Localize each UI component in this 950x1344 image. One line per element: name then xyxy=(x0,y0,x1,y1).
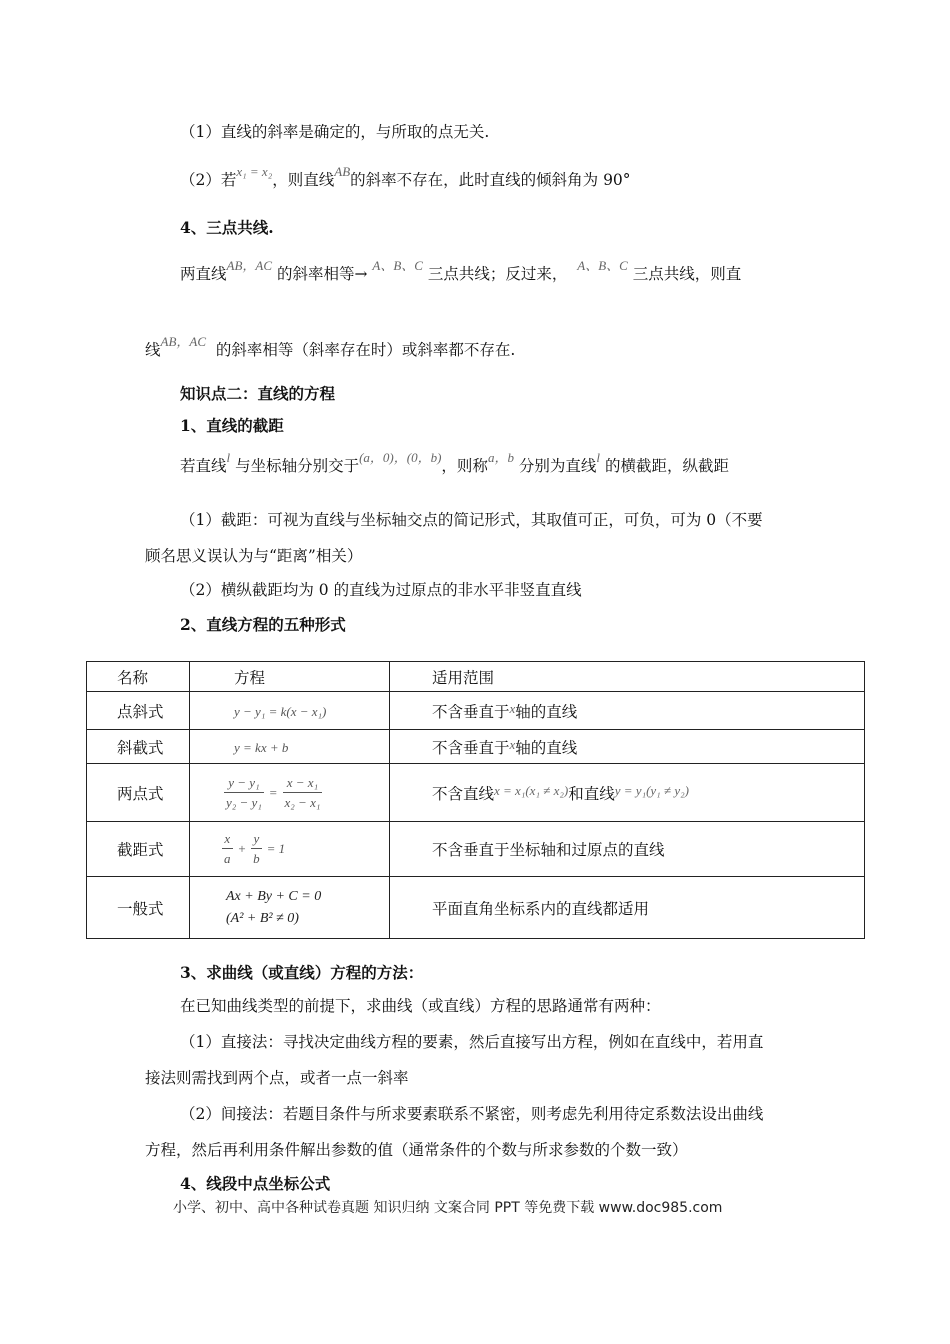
table-row xyxy=(87,877,865,939)
math-y-eq-y1: y = y₁(y₁ ≠ y₂) xyxy=(614,782,689,798)
text: 的斜率相等→ xyxy=(276,265,368,283)
math-l: l xyxy=(596,450,601,465)
math-ab: a，b xyxy=(487,450,514,465)
fraction-x xyxy=(283,775,323,811)
text: 两直线 xyxy=(180,265,227,283)
header-range: 适用范围 xyxy=(390,662,865,692)
text: 不含垂直于 xyxy=(432,702,510,721)
numerator: x − x₁ xyxy=(283,775,323,793)
heading-curve-method: 3、求曲线（或直线）方程的方法： xyxy=(180,963,424,982)
text: 三点共线；反过来， xyxy=(427,265,568,283)
math-points: (a，0)，(0，b) xyxy=(359,450,442,465)
text: 的横截距，纵截距 xyxy=(604,457,729,475)
fraction-y xyxy=(224,775,264,811)
numerator: y xyxy=(251,831,262,849)
equals-one: = 1 xyxy=(266,841,286,856)
row-name: 斜截式 xyxy=(87,730,190,764)
row-name: 一般式 xyxy=(87,877,190,939)
table-row xyxy=(87,822,865,877)
heading-knowledge-two: 知识点二：直线的方程 xyxy=(180,384,336,403)
heading-midpoint: 4、线段中点坐标公式 xyxy=(180,1174,331,1193)
paragraph-slope-fixed: （1）直线的斜率是确定的，与所取的点无关. xyxy=(180,123,490,141)
heading-collinear: 4、三点共线. xyxy=(180,218,274,237)
row-equation xyxy=(190,730,390,764)
math-abc: A、B、C xyxy=(372,258,423,273)
text: 若直线 xyxy=(180,457,227,475)
equation-general: Ax + By + C = 0 xyxy=(226,888,322,904)
math-ab-ac: AB，AC xyxy=(160,334,207,349)
math-x: x xyxy=(509,700,516,716)
paragraph-vertical-line xyxy=(180,164,631,190)
row-name: 截距式 xyxy=(87,822,190,877)
table-row xyxy=(87,764,865,822)
equals-sign: = xyxy=(268,784,278,800)
denominator: x₂ − x₁ xyxy=(284,794,321,810)
math-ab-ac: AB，AC xyxy=(226,258,273,273)
heading-five-forms: 2、直线方程的五种形式 xyxy=(180,615,346,634)
header-equation: 方程 xyxy=(190,662,390,692)
row-range: 不含垂直于坐标轴和过原点的直线 xyxy=(390,822,865,877)
denominator: a xyxy=(224,851,231,866)
text: 线 xyxy=(145,341,161,359)
denominator: y₂ − y₁ xyxy=(226,794,262,810)
row-equation xyxy=(190,692,390,730)
numerator: x xyxy=(222,831,233,849)
fraction-x-a xyxy=(222,831,233,867)
row-range xyxy=(390,764,865,822)
paragraph-intercept-note1: （1）截距：可视为直线与坐标轴交点的简记形式，其取值可正，可负，可为 0（不要 xyxy=(180,511,763,529)
paragraph-method-intro: 在已知曲线类型的前提下，求曲线（或直线）方程的思路通常有两种： xyxy=(180,997,661,1015)
text: 分别为直线 xyxy=(518,457,597,475)
line-equation-table xyxy=(86,661,865,939)
equation-slope-intercept: y = kx + b xyxy=(234,739,289,755)
text: 轴的直线 xyxy=(515,702,578,721)
heading-intercept: 1、直线的截距 xyxy=(180,416,284,435)
table-row xyxy=(87,692,865,730)
text: ，则直线 xyxy=(272,171,335,189)
row-equation xyxy=(190,764,390,822)
paragraph-intercept-note2: （2）横纵截距均为 0 的直线为过原点的非水平非竖直直线 xyxy=(180,581,582,599)
text: 与坐标轴分别交于 xyxy=(235,457,360,475)
row-range xyxy=(390,730,865,764)
table-row xyxy=(87,730,865,764)
text: 的斜率不存在，此时直线的倾斜角为 90° xyxy=(350,171,631,189)
paragraph-intercept-def xyxy=(180,450,729,476)
text: 不含垂直于 xyxy=(432,738,510,757)
text: 的斜率相等（斜率存在时）或斜率都不存在. xyxy=(215,341,516,359)
row-range xyxy=(390,692,865,730)
text: （2）若 xyxy=(180,171,237,189)
plus-sign: + xyxy=(237,841,247,856)
footer-watermark: 小学、初中、高中各种试卷真题 知识归纳 文案合同 PPT 等免费下载 www.doc985.com xyxy=(173,1200,723,1216)
equation-general-condition: (A² + B² ≠ 0) xyxy=(226,910,299,926)
row-equation xyxy=(190,877,390,939)
equation-point-slope: y − y₁ = k(x − x₁) xyxy=(234,703,327,719)
paragraph-direct-method: （1）直接法：寻找决定曲线方程的要素，然后直接写出方程，例如在直线中，若用直 xyxy=(180,1033,764,1051)
denominator: b xyxy=(253,851,260,866)
text: 不含直线 xyxy=(432,784,495,803)
math-ab: AB xyxy=(334,164,351,179)
paragraph-indirect-method-cont: 方程，然后再利用条件解出参数的值（通常条件的个数与所求参数的个数一致） xyxy=(145,1141,688,1159)
paragraph-direct-method-cont: 接法则需找到两个点，或者一点一斜率 xyxy=(145,1069,409,1087)
paragraph-collinear-cont xyxy=(145,334,516,360)
row-name: 点斜式 xyxy=(87,692,190,730)
header-name: 名称 xyxy=(87,662,190,692)
math-abc: A、B、C xyxy=(577,258,628,273)
paragraph-intercept-note1-cont: 顾名思义误认为与“距离”相关） xyxy=(145,547,363,565)
row-name: 两点式 xyxy=(87,764,190,822)
math-x-eq-x1: x = x₁(x₁ ≠ x₂) xyxy=(494,782,569,798)
text: 三点共线，则直 xyxy=(632,265,742,283)
numerator: y − y₁ xyxy=(224,775,264,793)
paragraph-collinear xyxy=(180,258,742,284)
row-equation xyxy=(190,822,390,877)
math-x: x xyxy=(509,736,516,752)
math-l: l xyxy=(226,450,231,465)
table-header-row xyxy=(87,662,865,692)
row-range: 平面直角坐标系内的直线都适用 xyxy=(390,877,865,939)
text: ，则称 xyxy=(441,457,488,475)
fraction-y-b xyxy=(251,831,262,867)
text: 和直线 xyxy=(568,784,615,803)
text: 轴的直线 xyxy=(515,738,578,757)
math-x1-eq-x2: x₁ = x₂ xyxy=(236,164,273,179)
paragraph-indirect-method: （2）间接法：若题目条件与所求要素联系不紧密，则考虑先利用待定系数法设出曲线 xyxy=(180,1105,764,1123)
